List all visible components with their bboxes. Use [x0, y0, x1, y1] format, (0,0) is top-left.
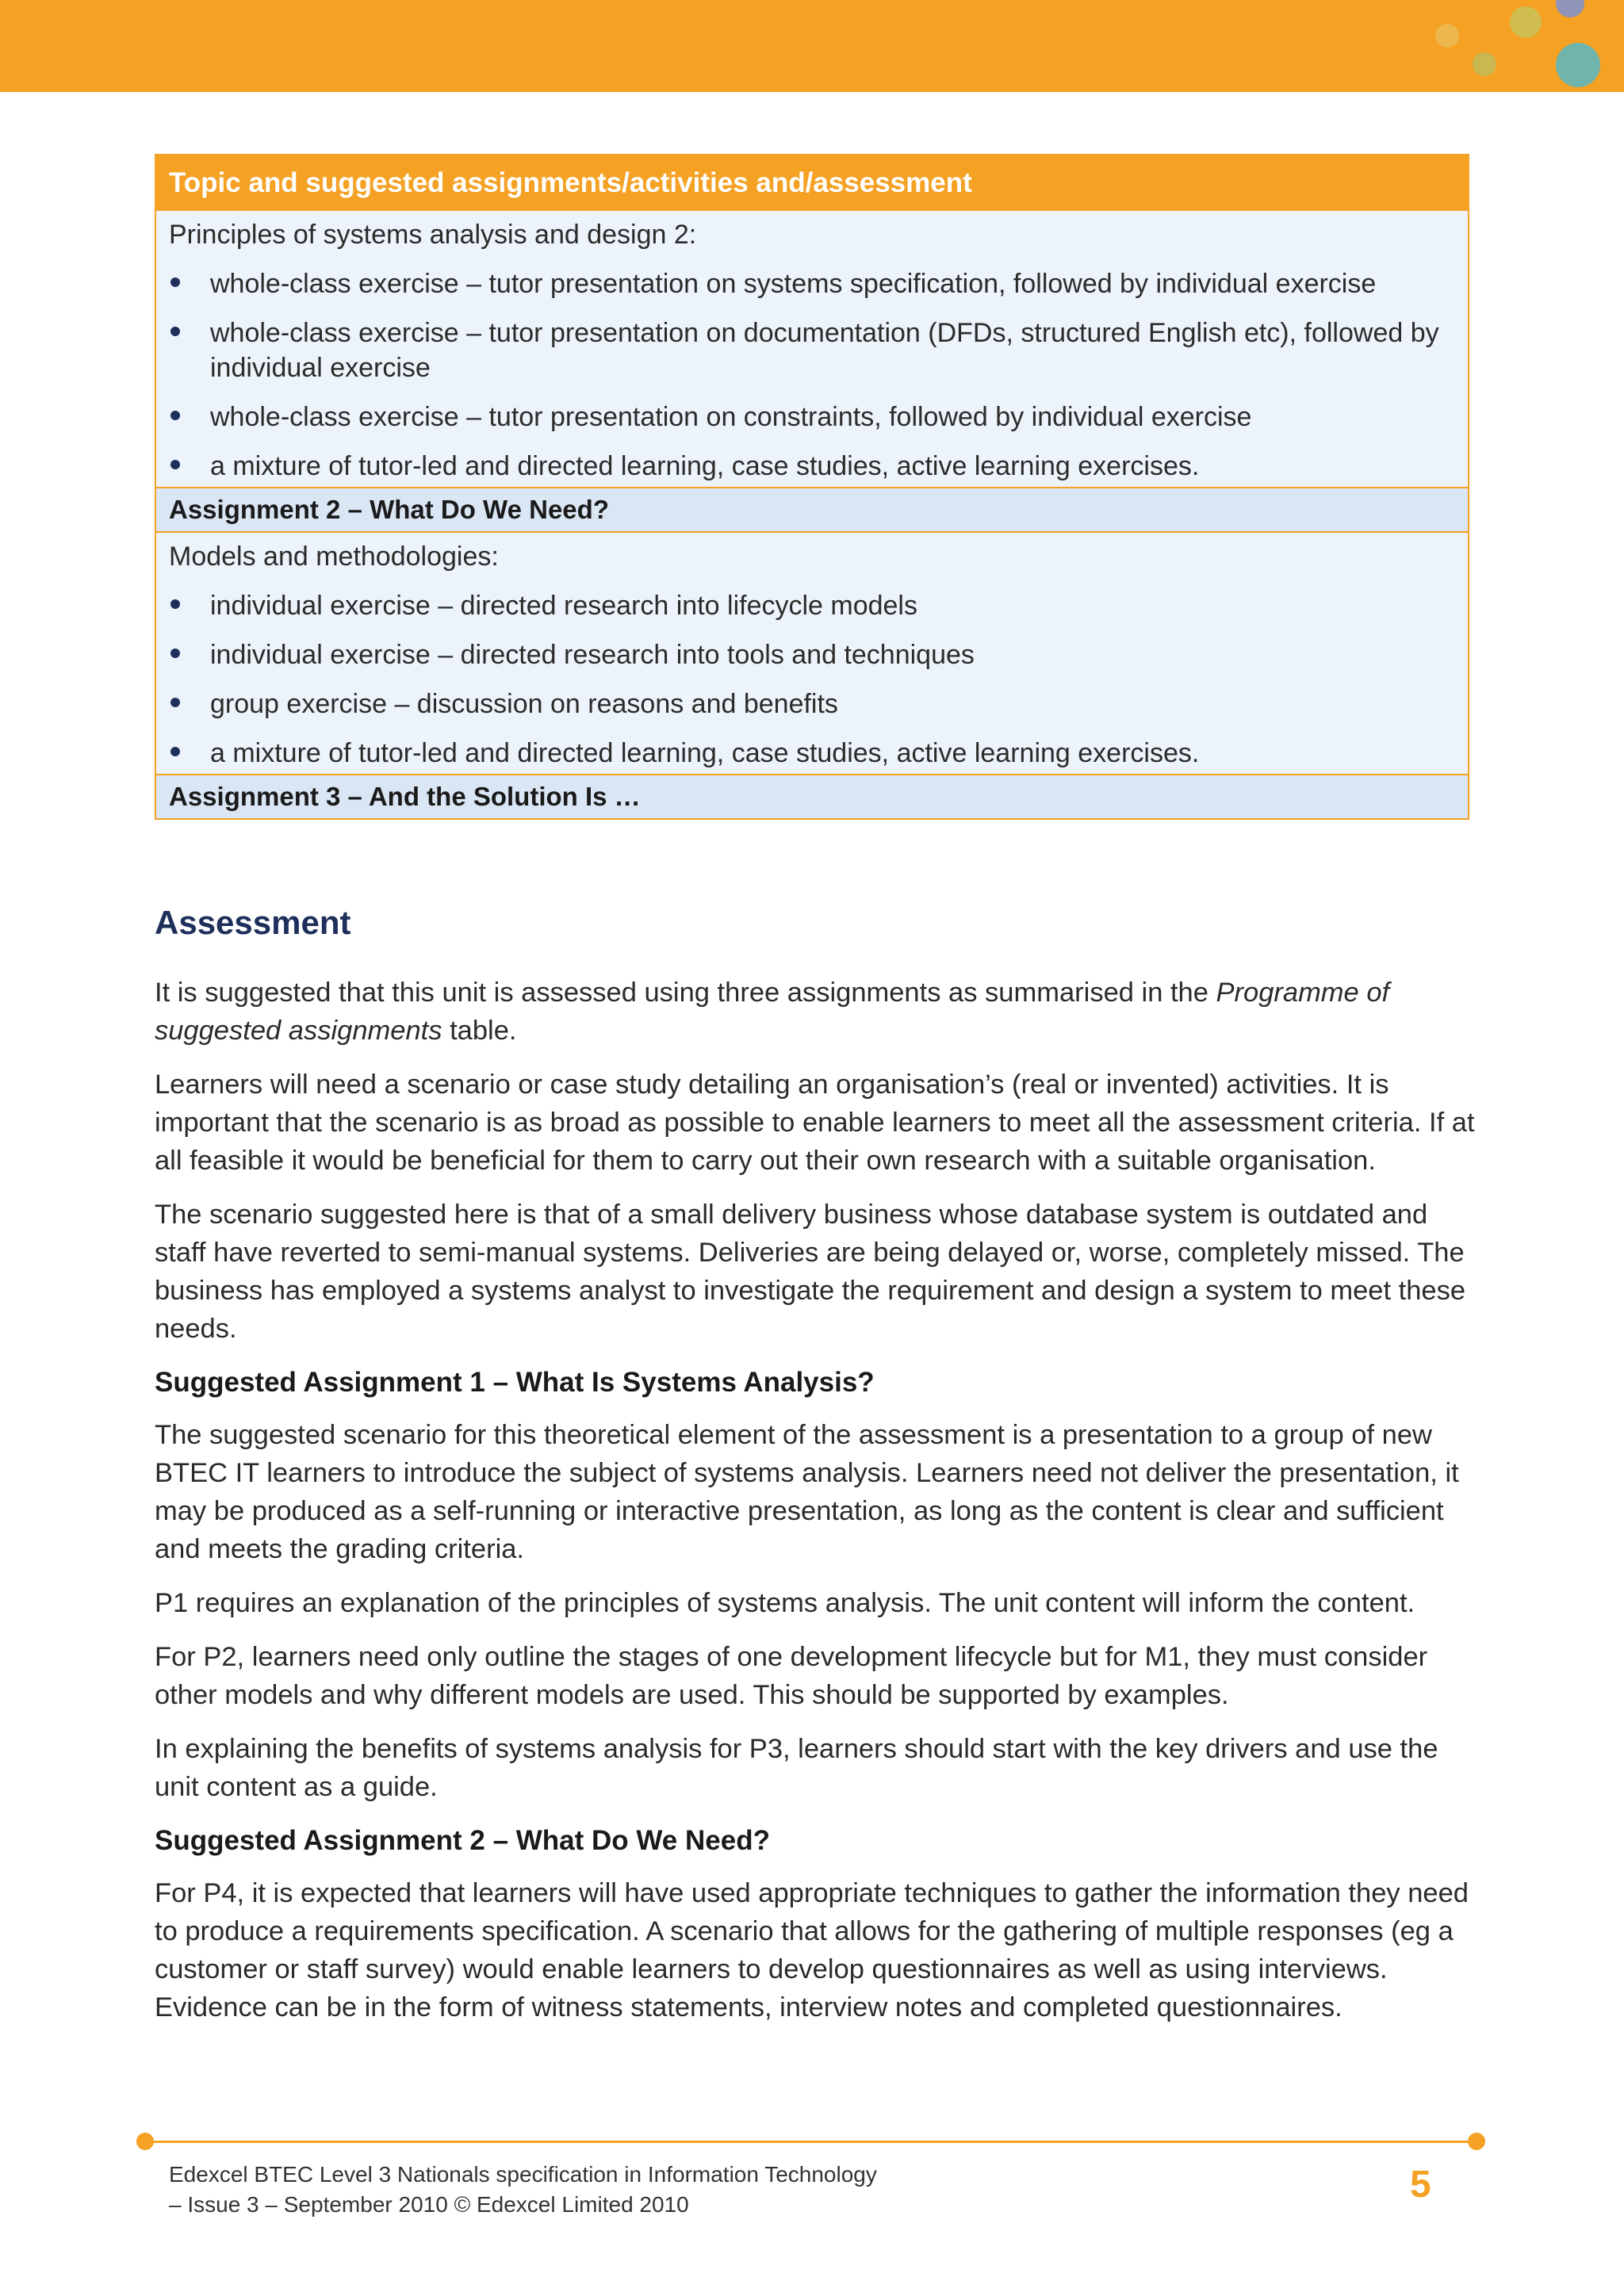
- paragraph: For P2, learners need only outline the stages of one development lifecycle but for M1, they must consider other models and why different models are used. This should be supported by examples.: [155, 1642, 1428, 1710]
- subheading: Suggested Assignment 2 – What Do We Need?: [155, 1825, 770, 1856]
- activities-table: [155, 154, 1469, 820]
- bullet-icon: [170, 747, 180, 756]
- list-item: whole-class exercise – tutor presentation on systems specification, followed by individual exercise: [169, 266, 1455, 301]
- decorative-circle: [1435, 24, 1459, 48]
- list-item: a mixture of tutor-led and directed learning, case studies, active learning exercises.: [169, 736, 1455, 771]
- decorative-circle: [1556, 43, 1600, 87]
- bullet-icon: [170, 277, 180, 287]
- cell-intro: Models and methodologies:: [169, 541, 499, 572]
- paragraph: The suggested scenario for this theoretical element of the assessment is a presentation to a group of new BTEC IT learners to introduce the subject of systems analysis. Learners need not deliver the presentation, it may be produced as a self-running or interactive presentation, as long as the content is clear and sufficient and meets the grading criteria.: [155, 1420, 1459, 1564]
- paragraph: It is suggested that this unit is assessed using three assignments as summarised in the Programme of suggested assignments table.: [155, 978, 1390, 1046]
- list-item: whole-class exercise – tutor presentation on documentation (DFDs, structured English etc), followed by individual exercise: [169, 316, 1455, 385]
- assignment-2-row: Assignment 2 – What Do We Need?: [156, 487, 1468, 533]
- table-header: Topic and suggested assignments/activities and/assessment: [156, 155, 1468, 211]
- table-cell-models: [156, 533, 1468, 771]
- footer-rule: [144, 2141, 1477, 2143]
- bullet-icon: [170, 649, 180, 658]
- paragraph: Learners will need a scenario or case study detailing an organisation’s (real or invented) activities. It is important that the scenario is as broad as possible to enable learners to meet all the assessment criteria. If at all feasible it would be beneficial for them to carry out their own research with a suitable organisation.: [155, 1070, 1475, 1176]
- list-item: whole-class exercise – tutor presentation on constraints, followed by individual exercise: [169, 400, 1455, 434]
- footer-dot: [1468, 2133, 1485, 2150]
- bullet-icon: [170, 411, 180, 420]
- bullet-icon: [170, 599, 180, 609]
- page-number: 5: [1410, 2164, 1431, 2206]
- paragraph: The scenario suggested here is that of a small delivery business whose database system is outdated and staff have reverted to semi-manual systems. Deliveries are being delayed or, worse, completely missed. The business has employed a systems analyst to investigate the requirement and design a system to meet these needs.: [155, 1200, 1466, 1344]
- list-item: individual exercise – directed research into lifecycle models: [169, 588, 1455, 623]
- footer-citation: Edexcel BTEC Level 3 Nationals specification in Information Technology – Issue 3 – September 2010 © Edexcel Limited 2010: [169, 2162, 877, 2217]
- decorative-circle: [1510, 6, 1542, 38]
- bullet-icon: [170, 327, 180, 336]
- bullet-icon: [170, 698, 180, 707]
- list-item: a mixture of tutor-led and directed learning, case studies, active learning exercises.: [169, 449, 1455, 484]
- paragraph: For P4, it is expected that learners will have used appropriate techniques to gather the information they need to produce a requirements specification. A scenario that allows for the gathering of multiple responses (eg a customer or staff survey) would enable learners to develop questionnaires as well as using interviews. Evidence can be in the form of witness statements, interview notes and completed questionnaires.: [155, 1878, 1469, 2022]
- section-heading: Assessment: [155, 904, 351, 941]
- assignment-3-row: Assignment 3 – And the Solution Is …: [156, 774, 1468, 818]
- footer-dot: [136, 2133, 154, 2150]
- decorative-circle: [1473, 52, 1496, 76]
- paragraph: P1 requires an explanation of the principles of systems analysis. The unit content will inform the content.: [155, 1588, 1415, 1618]
- header-banner: [0, 0, 1624, 92]
- cell-intro: Principles of systems analysis and design 2:: [169, 220, 697, 250]
- table-cell-systems-design: [156, 211, 1468, 484]
- list-item: group exercise – discussion on reasons and benefits: [169, 687, 1455, 721]
- bullet-icon: [170, 460, 180, 469]
- assessment-body: [155, 974, 1475, 2042]
- list-item: individual exercise – directed research into tools and techniques: [169, 637, 1455, 672]
- paragraph: In explaining the benefits of systems analysis for P3, learners should start with the key drivers and use the unit content as a guide.: [155, 1734, 1438, 1802]
- subheading: Suggested Assignment 1 – What Is Systems Analysis?: [155, 1367, 875, 1398]
